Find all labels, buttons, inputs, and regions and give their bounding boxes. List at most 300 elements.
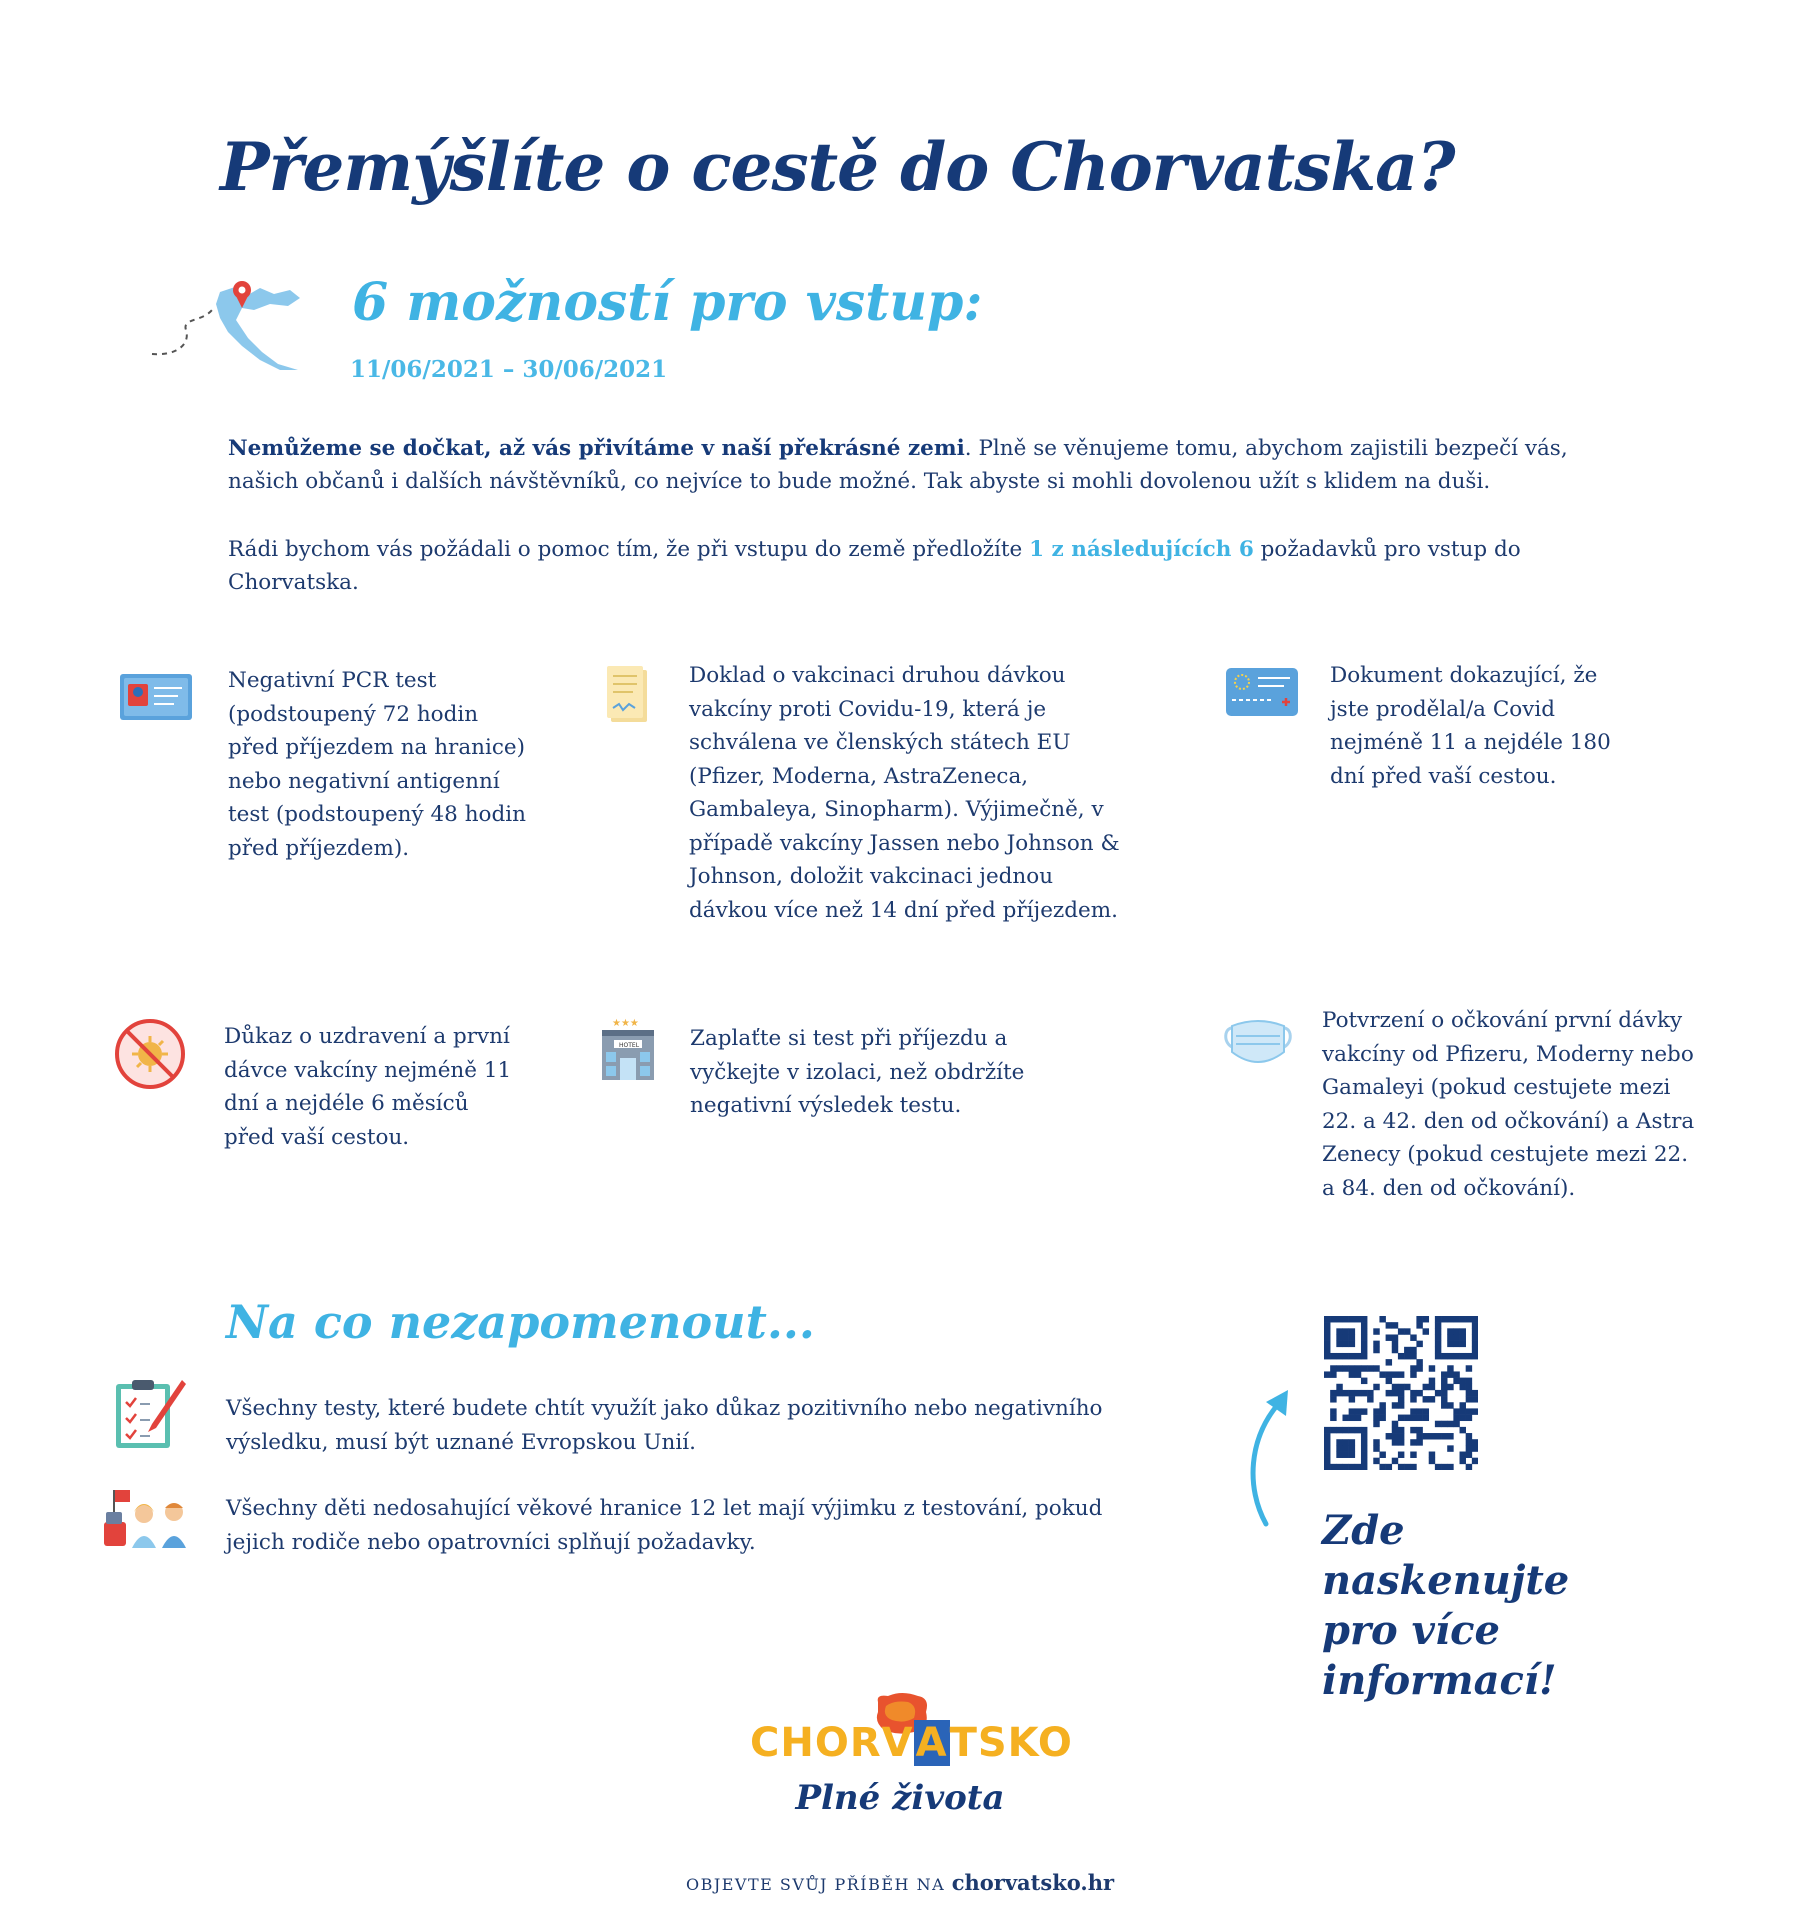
qr-module bbox=[1342, 1427, 1348, 1433]
qr-module bbox=[1435, 1328, 1441, 1334]
qr-module bbox=[1466, 1452, 1472, 1458]
reminder-1-text: Všechny testy, které budete chtít využít jako důkaz pozitivního nebo negativního výsledku, musí být uznané Evropskou Unií. bbox=[226, 1396, 1103, 1455]
qr-module bbox=[1342, 1365, 1348, 1371]
qr-module bbox=[1349, 1427, 1355, 1433]
intro-bold: Nemůžeme se dočkat, až vás přivítáme v naší překrásné zemi bbox=[228, 436, 965, 461]
qr-module bbox=[1472, 1458, 1478, 1464]
qr-module bbox=[1367, 1365, 1373, 1371]
qr-module bbox=[1423, 1396, 1429, 1402]
logo-tagline: Plné života bbox=[795, 1778, 1005, 1818]
qr-module bbox=[1355, 1464, 1361, 1470]
qr-module bbox=[1324, 1316, 1330, 1322]
request-before: Rádi bychom vás požádali o pomoc tím, že při vstupu do země předložíte bbox=[228, 537, 1030, 562]
qr-module bbox=[1373, 1421, 1379, 1427]
qr-module bbox=[1472, 1334, 1478, 1340]
option-1-text: Negativní PCR test (podstoupený 72 hodin před příjezdem na hranice) nebo negativní antigenní test (podstoupený 48 hodin před příjezdem). bbox=[228, 668, 526, 861]
qr-module bbox=[1453, 1371, 1459, 1377]
qr-module bbox=[1324, 1353, 1330, 1359]
qr-module bbox=[1342, 1328, 1348, 1334]
qr-module bbox=[1361, 1365, 1367, 1371]
reminders-heading: Na co nezapomenout... bbox=[226, 1295, 815, 1349]
qr-module bbox=[1460, 1408, 1466, 1414]
qr-module bbox=[1355, 1316, 1361, 1322]
qr-module bbox=[1466, 1365, 1472, 1371]
qr-module bbox=[1336, 1390, 1342, 1396]
qr-module bbox=[1392, 1334, 1398, 1340]
qr-module bbox=[1392, 1458, 1398, 1464]
qr-module bbox=[1410, 1464, 1416, 1470]
qr-module bbox=[1330, 1365, 1336, 1371]
qr-module bbox=[1447, 1421, 1453, 1427]
qr-module bbox=[1466, 1378, 1472, 1384]
qr-module bbox=[1466, 1353, 1472, 1359]
qr-module bbox=[1416, 1316, 1422, 1322]
qr-module bbox=[1373, 1384, 1379, 1390]
eu-card-icon bbox=[1224, 666, 1300, 718]
qr-module bbox=[1330, 1464, 1336, 1470]
family-travel-icon bbox=[100, 1486, 194, 1550]
qr-module bbox=[1398, 1371, 1404, 1377]
qr-module bbox=[1398, 1390, 1404, 1396]
qr-module bbox=[1349, 1365, 1355, 1371]
qr-module bbox=[1349, 1390, 1355, 1396]
qr-module bbox=[1466, 1384, 1472, 1390]
qr-module bbox=[1460, 1384, 1466, 1390]
qr-module bbox=[1398, 1433, 1404, 1439]
logo-wordmark bbox=[750, 1720, 1073, 1766]
qr-module bbox=[1355, 1371, 1361, 1377]
qr-module bbox=[1373, 1328, 1379, 1334]
qr-module bbox=[1423, 1384, 1429, 1390]
qr-module bbox=[1435, 1390, 1441, 1396]
qr-module bbox=[1342, 1452, 1348, 1458]
qr-module bbox=[1373, 1341, 1379, 1347]
calendar-icon bbox=[116, 672, 196, 724]
qr-module bbox=[1404, 1347, 1410, 1353]
qr-module bbox=[1453, 1334, 1459, 1340]
hotel-icon bbox=[598, 1016, 658, 1082]
qr-module bbox=[1453, 1408, 1459, 1414]
qr-module bbox=[1392, 1433, 1398, 1439]
qr-module bbox=[1447, 1341, 1453, 1347]
qr-module bbox=[1460, 1458, 1466, 1464]
qr-module bbox=[1392, 1371, 1398, 1377]
footer-site-link[interactable]: chorvatsko.hr bbox=[951, 1870, 1115, 1895]
qr-module bbox=[1361, 1439, 1367, 1445]
qr-module bbox=[1441, 1371, 1447, 1377]
qr-module bbox=[1416, 1365, 1422, 1371]
qr-module bbox=[1349, 1371, 1355, 1377]
qr-module bbox=[1435, 1334, 1441, 1340]
qr-module bbox=[1453, 1341, 1459, 1347]
options-heading: 6 možností pro vstup: bbox=[352, 272, 983, 333]
logo-word-right: TSKO bbox=[949, 1720, 1073, 1766]
qr-module bbox=[1466, 1408, 1472, 1414]
qr-module bbox=[1361, 1458, 1367, 1464]
qr-module bbox=[1466, 1445, 1472, 1451]
qr-module bbox=[1392, 1322, 1398, 1328]
qr-module bbox=[1410, 1408, 1416, 1414]
qr-module bbox=[1392, 1402, 1398, 1408]
qr-module bbox=[1410, 1452, 1416, 1458]
qr-module bbox=[1392, 1439, 1398, 1445]
qr-module bbox=[1441, 1384, 1447, 1390]
qr-module bbox=[1460, 1427, 1466, 1433]
qr-module bbox=[1453, 1328, 1459, 1334]
qr-module bbox=[1460, 1378, 1466, 1384]
qr-module bbox=[1392, 1390, 1398, 1396]
qr-module bbox=[1441, 1378, 1447, 1384]
footer bbox=[0, 1870, 1800, 1895]
qr-module bbox=[1355, 1408, 1361, 1414]
qr-module bbox=[1330, 1353, 1336, 1359]
qr-module bbox=[1379, 1402, 1385, 1408]
qr-module bbox=[1416, 1322, 1422, 1328]
qr-module bbox=[1336, 1334, 1342, 1340]
qr-module bbox=[1342, 1353, 1348, 1359]
qr-module bbox=[1441, 1396, 1447, 1402]
qr-module bbox=[1349, 1445, 1355, 1451]
qr-module bbox=[1429, 1433, 1435, 1439]
qr-module bbox=[1460, 1415, 1466, 1421]
qr-module bbox=[1416, 1433, 1422, 1439]
qr-module bbox=[1324, 1328, 1330, 1334]
qr-module bbox=[1386, 1378, 1392, 1384]
qr-module bbox=[1349, 1452, 1355, 1458]
qr-module bbox=[1460, 1334, 1466, 1340]
qr-module bbox=[1361, 1353, 1367, 1359]
face-mask-icon bbox=[1220, 1016, 1296, 1072]
qr-module bbox=[1324, 1439, 1330, 1445]
qr-module bbox=[1453, 1421, 1459, 1427]
clipboard-icon bbox=[112, 1376, 188, 1452]
qr-module bbox=[1373, 1415, 1379, 1421]
qr-module bbox=[1349, 1353, 1355, 1359]
qr-module bbox=[1324, 1427, 1330, 1433]
qr-module bbox=[1386, 1322, 1392, 1328]
qr-module bbox=[1460, 1402, 1466, 1408]
qr-module bbox=[1466, 1439, 1472, 1445]
qr-module bbox=[1404, 1353, 1410, 1359]
qr-module bbox=[1398, 1384, 1404, 1390]
option-6-text: Potvrzení o očkování první dávky vakcíny od Pfizeru, Moderny nebo Gamaleyi (pokud cestujete mezi 22. a 42. den od očkování) a Astra Zenecy (pokud cestujete mezi 22. a 84. den od očkování). bbox=[1322, 1008, 1695, 1201]
qr-module bbox=[1349, 1439, 1355, 1445]
qr-module bbox=[1460, 1341, 1466, 1347]
svg-text:HOTEL: HOTEL bbox=[619, 1042, 640, 1049]
qr-module bbox=[1361, 1316, 1367, 1322]
qr-module bbox=[1398, 1452, 1404, 1458]
qr-module bbox=[1336, 1328, 1342, 1334]
qr-module bbox=[1416, 1341, 1422, 1347]
qr-module bbox=[1361, 1464, 1367, 1470]
qr-module bbox=[1410, 1439, 1416, 1445]
qr-module bbox=[1447, 1371, 1453, 1377]
qr-module bbox=[1324, 1433, 1330, 1439]
qr-module bbox=[1447, 1365, 1453, 1371]
reminder-2-text: Všechny děti nedosahující věkové hranice 12 let mají výjimku z testování, pokud jejich rodiče nebo opatrovníci splňují požadavky. bbox=[226, 1496, 1103, 1555]
qr-module bbox=[1453, 1415, 1459, 1421]
qr-module bbox=[1349, 1396, 1355, 1402]
qr-module bbox=[1472, 1396, 1478, 1402]
qr-module bbox=[1423, 1328, 1429, 1334]
qr-module bbox=[1386, 1433, 1392, 1439]
qr-module bbox=[1386, 1464, 1392, 1470]
qr-module bbox=[1361, 1445, 1367, 1451]
qr-module bbox=[1435, 1347, 1441, 1353]
qr-module bbox=[1336, 1316, 1342, 1322]
qr-module bbox=[1429, 1458, 1435, 1464]
qr-module bbox=[1349, 1341, 1355, 1347]
qr-module bbox=[1472, 1445, 1478, 1451]
qr-module bbox=[1379, 1464, 1385, 1470]
qr-module bbox=[1373, 1458, 1379, 1464]
qr-module bbox=[1429, 1452, 1435, 1458]
qr-module bbox=[1367, 1396, 1373, 1402]
qr-module bbox=[1460, 1353, 1466, 1359]
qr-module bbox=[1423, 1433, 1429, 1439]
qr-module bbox=[1349, 1316, 1355, 1322]
qr-module bbox=[1453, 1316, 1459, 1322]
qr-module bbox=[1342, 1334, 1348, 1340]
qr-module bbox=[1472, 1439, 1478, 1445]
qr-module bbox=[1447, 1402, 1453, 1408]
qr-module bbox=[1349, 1328, 1355, 1334]
qr-module bbox=[1342, 1390, 1348, 1396]
qr-module bbox=[1342, 1341, 1348, 1347]
qr-module bbox=[1355, 1353, 1361, 1359]
logo-word-left: CHORV bbox=[750, 1720, 914, 1766]
qr-code[interactable] bbox=[1324, 1316, 1478, 1470]
qr-module bbox=[1398, 1328, 1404, 1334]
qr-module bbox=[1373, 1347, 1379, 1353]
qr-module bbox=[1361, 1347, 1367, 1353]
qr-module bbox=[1361, 1433, 1367, 1439]
qr-module bbox=[1398, 1464, 1404, 1470]
qr-module bbox=[1460, 1328, 1466, 1334]
qr-module bbox=[1379, 1316, 1385, 1322]
qr-module bbox=[1361, 1341, 1367, 1347]
qr-module bbox=[1441, 1316, 1447, 1322]
qr-module bbox=[1447, 1445, 1453, 1451]
qr-module bbox=[1367, 1390, 1373, 1396]
request-paragraph bbox=[228, 533, 1608, 599]
qr-module bbox=[1342, 1316, 1348, 1322]
qr-module bbox=[1466, 1396, 1472, 1402]
qr-module bbox=[1410, 1347, 1416, 1353]
qr-module bbox=[1336, 1464, 1342, 1470]
qr-caption-text: Zde naskenujte pro více informací! bbox=[1322, 1507, 1570, 1704]
qr-module bbox=[1423, 1415, 1429, 1421]
qr-module bbox=[1410, 1334, 1416, 1340]
qr-module bbox=[1330, 1390, 1336, 1396]
qr-module bbox=[1398, 1396, 1404, 1402]
qr-module bbox=[1447, 1384, 1453, 1390]
qr-module bbox=[1336, 1384, 1342, 1390]
qr-module bbox=[1361, 1322, 1367, 1328]
qr-module bbox=[1324, 1458, 1330, 1464]
footer-prefix: OBJEVTE SVŮJ PŘÍBĚH NA bbox=[685, 1875, 952, 1894]
qr-module bbox=[1324, 1464, 1330, 1470]
qr-module bbox=[1379, 1452, 1385, 1458]
qr-module bbox=[1355, 1427, 1361, 1433]
qr-module bbox=[1429, 1396, 1435, 1402]
qr-module bbox=[1336, 1439, 1342, 1445]
qr-module bbox=[1349, 1408, 1355, 1414]
qr-module bbox=[1447, 1353, 1453, 1359]
qr-module bbox=[1330, 1415, 1336, 1421]
qr-module bbox=[1472, 1353, 1478, 1359]
qr-module bbox=[1398, 1415, 1404, 1421]
qr-module bbox=[1466, 1390, 1472, 1396]
qr-module bbox=[1435, 1341, 1441, 1347]
qr-module bbox=[1447, 1316, 1453, 1322]
qr-module bbox=[1447, 1433, 1453, 1439]
qr-module bbox=[1361, 1328, 1367, 1334]
qr-module bbox=[1404, 1384, 1410, 1390]
qr-module bbox=[1416, 1439, 1422, 1445]
qr-module bbox=[1472, 1347, 1478, 1353]
qr-module bbox=[1361, 1427, 1367, 1433]
qr-module bbox=[1447, 1334, 1453, 1340]
qr-module bbox=[1435, 1421, 1441, 1427]
qr-module bbox=[1447, 1464, 1453, 1470]
qr-module bbox=[1392, 1427, 1398, 1433]
qr-module bbox=[1410, 1353, 1416, 1359]
chorvatsko-logo bbox=[0, 1692, 1800, 1836]
qr-module bbox=[1466, 1415, 1472, 1421]
qr-module bbox=[1416, 1408, 1422, 1414]
qr-module bbox=[1361, 1334, 1367, 1340]
page-title: Přemýšlíte o cestě do Chorvatska? bbox=[220, 128, 1455, 206]
qr-module bbox=[1441, 1402, 1447, 1408]
qr-module bbox=[1429, 1384, 1435, 1390]
qr-module bbox=[1373, 1445, 1379, 1451]
qr-module bbox=[1435, 1433, 1441, 1439]
option-4-text: Důkaz o uzdravení a první dávce vakcíny nejméně 11 dní a nejdéle 6 měsíců před vaší cestou. bbox=[224, 1024, 512, 1150]
qr-module bbox=[1324, 1322, 1330, 1328]
qr-module bbox=[1416, 1415, 1422, 1421]
qr-module bbox=[1460, 1316, 1466, 1322]
qr-module bbox=[1416, 1427, 1422, 1433]
qr-module bbox=[1435, 1316, 1441, 1322]
qr-module bbox=[1392, 1347, 1398, 1353]
qr-module bbox=[1336, 1353, 1342, 1359]
qr-module bbox=[1404, 1415, 1410, 1421]
qr-module bbox=[1336, 1365, 1342, 1371]
croatia-map-icon bbox=[150, 272, 320, 376]
qr-module bbox=[1330, 1427, 1336, 1433]
qr-module bbox=[1361, 1390, 1367, 1396]
qr-module bbox=[1410, 1365, 1416, 1371]
qr-module bbox=[1441, 1353, 1447, 1359]
qr-module bbox=[1472, 1328, 1478, 1334]
qr-module bbox=[1472, 1341, 1478, 1347]
qr-module bbox=[1336, 1427, 1342, 1433]
qr-module bbox=[1330, 1371, 1336, 1377]
qr-module bbox=[1349, 1334, 1355, 1340]
qr-module bbox=[1342, 1439, 1348, 1445]
qr-module bbox=[1324, 1334, 1330, 1340]
qr-module bbox=[1398, 1402, 1404, 1408]
document-icon bbox=[605, 664, 651, 726]
qr-module bbox=[1453, 1353, 1459, 1359]
option-3-text: Dokument dokazující, že jste prodělal/a Covid nejméně 11 a nejdéle 180 dní před vaší cestou. bbox=[1330, 663, 1611, 789]
qr-module bbox=[1423, 1408, 1429, 1414]
qr-module bbox=[1441, 1421, 1447, 1427]
qr-module bbox=[1386, 1371, 1392, 1377]
qr-module bbox=[1398, 1439, 1404, 1445]
qr-module bbox=[1336, 1445, 1342, 1451]
qr-module bbox=[1324, 1341, 1330, 1347]
qr-module bbox=[1324, 1452, 1330, 1458]
qr-module bbox=[1355, 1365, 1361, 1371]
qr-module bbox=[1472, 1316, 1478, 1322]
qr-module bbox=[1392, 1341, 1398, 1347]
qr-module bbox=[1373, 1408, 1379, 1414]
intro-rest: . Plně se věnujeme tomu, abychom zajistili bezpečí vás, našich občanů i dalších návštěvníků, co nejvíce to bude možné. Tak abyste si mohli dovolenou užít s klidem na duši. bbox=[228, 436, 1568, 494]
qr-module bbox=[1404, 1328, 1410, 1334]
qr-module bbox=[1342, 1445, 1348, 1451]
date-range: 11/06/2021 – 30/06/2021 bbox=[350, 356, 668, 383]
qr-module bbox=[1404, 1464, 1410, 1470]
qr-module bbox=[1435, 1353, 1441, 1359]
qr-module bbox=[1435, 1322, 1441, 1328]
svg-text:★★★: ★★★ bbox=[612, 1018, 639, 1029]
qr-module bbox=[1410, 1390, 1416, 1396]
option-2-text: Doklad o vakcinaci druhou dávkou vakcíny proti Covidu-19, která je schválena ve členských státech EU (Pfizer, Moderna, AstraZeneca, Gambaleya, Sinopharm). Výjimečně, v případě vakcíny Jassen nebo Johnson & Johnson, doložit vakcinaci jednou dávkou více než 14 dní před příjezdem. bbox=[689, 663, 1120, 923]
qr-module bbox=[1379, 1415, 1385, 1421]
qr-module bbox=[1472, 1322, 1478, 1328]
request-after: požadavků pro vstup do Chorvatska. bbox=[228, 537, 1521, 595]
qr-module bbox=[1429, 1365, 1435, 1371]
request-highlight: 1 z následujících 6 bbox=[1029, 537, 1254, 562]
qr-module bbox=[1472, 1390, 1478, 1396]
qr-module bbox=[1386, 1390, 1392, 1396]
qr-module bbox=[1336, 1452, 1342, 1458]
qr-module bbox=[1441, 1433, 1447, 1439]
qr-module bbox=[1386, 1359, 1392, 1365]
qr-module bbox=[1416, 1359, 1422, 1365]
qr-module bbox=[1410, 1371, 1416, 1377]
qr-module bbox=[1355, 1415, 1361, 1421]
qr-module bbox=[1324, 1371, 1330, 1377]
qr-module bbox=[1379, 1408, 1385, 1414]
qr-module bbox=[1386, 1334, 1392, 1340]
qr-module bbox=[1324, 1347, 1330, 1353]
qr-module bbox=[1349, 1415, 1355, 1421]
qr-module bbox=[1342, 1464, 1348, 1470]
qr-module bbox=[1441, 1464, 1447, 1470]
qr-module bbox=[1472, 1408, 1478, 1414]
qr-module bbox=[1466, 1433, 1472, 1439]
qr-module bbox=[1361, 1408, 1367, 1414]
qr-module bbox=[1330, 1316, 1336, 1322]
qr-module bbox=[1324, 1445, 1330, 1451]
qr-module bbox=[1398, 1427, 1404, 1433]
qr-module bbox=[1398, 1353, 1404, 1359]
qr-module bbox=[1330, 1396, 1336, 1402]
qr-module bbox=[1447, 1328, 1453, 1334]
qr-module bbox=[1373, 1439, 1379, 1445]
qr-module bbox=[1429, 1378, 1435, 1384]
qr-module bbox=[1379, 1371, 1385, 1377]
qr-module bbox=[1410, 1396, 1416, 1402]
qr-module bbox=[1410, 1415, 1416, 1421]
qr-module bbox=[1361, 1378, 1367, 1384]
qr-module bbox=[1361, 1452, 1367, 1458]
qr-module bbox=[1466, 1316, 1472, 1322]
qr-module bbox=[1453, 1378, 1459, 1384]
